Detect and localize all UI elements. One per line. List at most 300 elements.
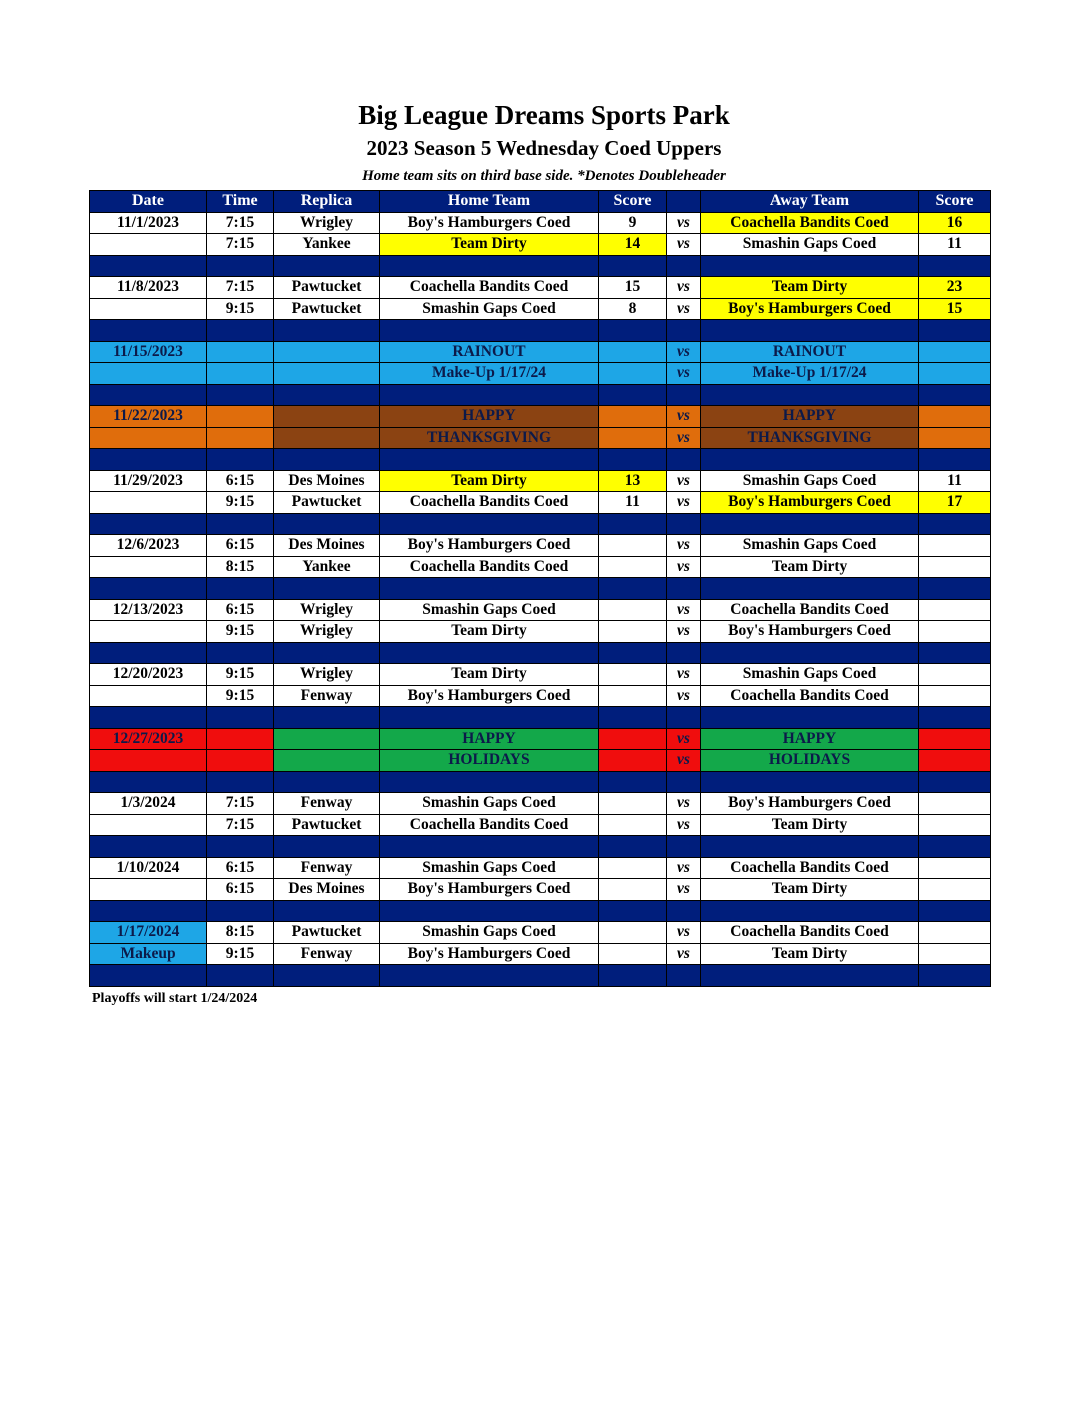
home-team-cell: Smashin Gaps Coed bbox=[380, 793, 599, 815]
away-score-cell: 23 bbox=[919, 277, 991, 299]
replica-cell bbox=[274, 750, 380, 772]
date-cell: Makeup bbox=[90, 943, 207, 965]
separator-cell bbox=[599, 836, 667, 858]
vs-cell: vs bbox=[667, 277, 701, 299]
vs-cell: vs bbox=[667, 406, 701, 428]
vs-cell: vs bbox=[667, 922, 701, 944]
time-cell: 9:15 bbox=[207, 621, 274, 643]
vs-cell: vs bbox=[667, 814, 701, 836]
date-cell bbox=[90, 814, 207, 836]
separator-cell bbox=[207, 578, 274, 600]
separator-cell bbox=[599, 707, 667, 729]
away-score-cell bbox=[919, 599, 991, 621]
separator-row bbox=[90, 707, 991, 729]
separator-cell bbox=[667, 449, 701, 471]
home-score-cell: 14 bbox=[599, 234, 667, 256]
away-team-cell: Boy's Hamburgers Coed bbox=[701, 492, 919, 514]
game-row bbox=[90, 535, 991, 557]
header-vs bbox=[667, 191, 701, 213]
separator-row bbox=[90, 900, 991, 922]
game-row bbox=[90, 406, 991, 428]
replica-cell bbox=[274, 341, 380, 363]
vs-cell: vs bbox=[667, 212, 701, 234]
date-cell bbox=[90, 298, 207, 320]
vs-cell: vs bbox=[667, 298, 701, 320]
separator-row bbox=[90, 771, 991, 793]
separator-cell bbox=[919, 384, 991, 406]
away-score-cell bbox=[919, 427, 991, 449]
header-replica: Replica bbox=[274, 191, 380, 213]
home-score-cell bbox=[599, 879, 667, 901]
separator-cell bbox=[919, 771, 991, 793]
separator-cell bbox=[701, 900, 919, 922]
separator-cell bbox=[380, 771, 599, 793]
separator-cell bbox=[667, 836, 701, 858]
time-cell bbox=[207, 427, 274, 449]
game-row bbox=[90, 277, 991, 299]
page-subtitle: 2023 Season 5 Wednesday Coed Uppers bbox=[366, 136, 722, 160]
home-team-cell: Make-Up 1/17/24 bbox=[380, 363, 599, 385]
separator-cell bbox=[599, 771, 667, 793]
replica-cell: Yankee bbox=[274, 234, 380, 256]
separator-cell bbox=[274, 578, 380, 600]
away-score-cell: 16 bbox=[919, 212, 991, 234]
home-team-cell: HAPPY bbox=[380, 406, 599, 428]
away-score-cell bbox=[919, 556, 991, 578]
home-score-cell bbox=[599, 535, 667, 557]
home-score-cell bbox=[599, 943, 667, 965]
separator-cell bbox=[667, 771, 701, 793]
home-team-cell: Boy's Hamburgers Coed bbox=[380, 879, 599, 901]
time-cell: 7:15 bbox=[207, 793, 274, 815]
separator-cell bbox=[274, 642, 380, 664]
date-cell bbox=[90, 363, 207, 385]
separator-cell bbox=[599, 320, 667, 342]
time-cell: 9:15 bbox=[207, 664, 274, 686]
separator-cell bbox=[207, 771, 274, 793]
game-row bbox=[90, 685, 991, 707]
home-score-cell: 11 bbox=[599, 492, 667, 514]
separator-cell bbox=[701, 965, 919, 987]
time-cell bbox=[207, 341, 274, 363]
schedule-body bbox=[90, 191, 991, 987]
home-team-cell: Smashin Gaps Coed bbox=[380, 922, 599, 944]
separator-cell bbox=[701, 707, 919, 729]
away-score-cell: 15 bbox=[919, 298, 991, 320]
vs-cell: vs bbox=[667, 363, 701, 385]
away-team-cell: Smashin Gaps Coed bbox=[701, 535, 919, 557]
separator-row bbox=[90, 642, 991, 664]
home-team-cell: Boy's Hamburgers Coed bbox=[380, 212, 599, 234]
date-cell: 12/6/2023 bbox=[90, 535, 207, 557]
separator-cell bbox=[701, 320, 919, 342]
away-score-cell: 11 bbox=[919, 234, 991, 256]
replica-cell: Pawtucket bbox=[274, 922, 380, 944]
separator-cell bbox=[919, 578, 991, 600]
home-score-cell bbox=[599, 750, 667, 772]
separator-cell bbox=[599, 578, 667, 600]
replica-cell: Des Moines bbox=[274, 470, 380, 492]
date-cell: 12/13/2023 bbox=[90, 599, 207, 621]
game-row bbox=[90, 922, 991, 944]
replica-cell bbox=[274, 728, 380, 750]
separator-cell bbox=[380, 707, 599, 729]
separator-cell bbox=[90, 642, 207, 664]
date-cell bbox=[90, 750, 207, 772]
away-team-cell: Team Dirty bbox=[701, 814, 919, 836]
away-team-cell: Coachella Bandits Coed bbox=[701, 599, 919, 621]
vs-cell: vs bbox=[667, 599, 701, 621]
separator-cell bbox=[701, 578, 919, 600]
separator-cell bbox=[380, 449, 599, 471]
away-team-cell: Coachella Bandits Coed bbox=[701, 212, 919, 234]
separator-row bbox=[90, 320, 991, 342]
away-team-cell: Boy's Hamburgers Coed bbox=[701, 793, 919, 815]
vs-cell: vs bbox=[667, 943, 701, 965]
away-score-cell bbox=[919, 685, 991, 707]
separator-cell bbox=[380, 320, 599, 342]
vs-cell: vs bbox=[667, 728, 701, 750]
separator-cell bbox=[380, 255, 599, 277]
date-cell bbox=[90, 685, 207, 707]
vs-cell: vs bbox=[667, 341, 701, 363]
vs-cell: vs bbox=[667, 685, 701, 707]
home-team-cell: HAPPY bbox=[380, 728, 599, 750]
separator-cell bbox=[919, 449, 991, 471]
separator-cell bbox=[599, 900, 667, 922]
header-home-team: Home Team bbox=[380, 191, 599, 213]
game-row bbox=[90, 857, 991, 879]
separator-row bbox=[90, 449, 991, 471]
header-away-team: Away Team bbox=[701, 191, 919, 213]
separator-cell bbox=[599, 642, 667, 664]
date-cell bbox=[90, 427, 207, 449]
game-row bbox=[90, 234, 991, 256]
page-title: Big League Dreams Sports Park bbox=[358, 100, 730, 130]
home-score-cell bbox=[599, 427, 667, 449]
separator-cell bbox=[701, 836, 919, 858]
separator-cell bbox=[207, 513, 274, 535]
header-away-score: Score bbox=[919, 191, 991, 213]
separator-row bbox=[90, 384, 991, 406]
vs-cell: vs bbox=[667, 470, 701, 492]
home-score-cell: 15 bbox=[599, 277, 667, 299]
time-cell: 8:15 bbox=[207, 922, 274, 944]
home-team-cell: Team Dirty bbox=[380, 664, 599, 686]
away-team-cell: HAPPY bbox=[701, 406, 919, 428]
away-team-cell: Team Dirty bbox=[701, 943, 919, 965]
date-cell bbox=[90, 621, 207, 643]
separator-cell bbox=[207, 900, 274, 922]
date-cell bbox=[90, 492, 207, 514]
separator-cell bbox=[919, 900, 991, 922]
separator-cell bbox=[207, 965, 274, 987]
time-cell: 6:15 bbox=[207, 535, 274, 557]
separator-cell bbox=[90, 449, 207, 471]
home-team-cell: Team Dirty bbox=[380, 470, 599, 492]
away-score-cell: 17 bbox=[919, 492, 991, 514]
separator-cell bbox=[90, 836, 207, 858]
game-row bbox=[90, 470, 991, 492]
away-team-cell: Coachella Bandits Coed bbox=[701, 685, 919, 707]
game-row bbox=[90, 728, 991, 750]
away-team-cell: Team Dirty bbox=[701, 879, 919, 901]
vs-cell: vs bbox=[667, 857, 701, 879]
separator-cell bbox=[90, 384, 207, 406]
date-cell: 1/3/2024 bbox=[90, 793, 207, 815]
separator-cell bbox=[207, 384, 274, 406]
home-score-cell bbox=[599, 793, 667, 815]
replica-cell: Des Moines bbox=[274, 879, 380, 901]
replica-cell bbox=[274, 406, 380, 428]
separator-cell bbox=[919, 836, 991, 858]
away-score-cell bbox=[919, 621, 991, 643]
home-score-cell bbox=[599, 599, 667, 621]
away-team-cell: THANKSGIVING bbox=[701, 427, 919, 449]
home-score-cell bbox=[599, 857, 667, 879]
date-cell: 11/22/2023 bbox=[90, 406, 207, 428]
separator-cell bbox=[207, 255, 274, 277]
date-cell: 1/10/2024 bbox=[90, 857, 207, 879]
home-team-cell: Coachella Bandits Coed bbox=[380, 556, 599, 578]
time-cell: 9:15 bbox=[207, 685, 274, 707]
home-score-cell bbox=[599, 664, 667, 686]
game-row bbox=[90, 621, 991, 643]
vs-cell: vs bbox=[667, 492, 701, 514]
home-team-cell: Boy's Hamburgers Coed bbox=[380, 943, 599, 965]
separator-row bbox=[90, 255, 991, 277]
home-score-cell bbox=[599, 406, 667, 428]
replica-cell: Pawtucket bbox=[274, 298, 380, 320]
home-score-cell bbox=[599, 621, 667, 643]
game-row bbox=[90, 298, 991, 320]
schedule-table bbox=[89, 190, 991, 987]
date-cell: 11/29/2023 bbox=[90, 470, 207, 492]
replica-cell: Fenway bbox=[274, 793, 380, 815]
separator-row bbox=[90, 513, 991, 535]
home-score-cell bbox=[599, 556, 667, 578]
separator-cell bbox=[919, 965, 991, 987]
separator-cell bbox=[599, 255, 667, 277]
separator-cell bbox=[207, 707, 274, 729]
schedule-note: Home team sits on third base side. *Denotes Doubleheader bbox=[362, 168, 726, 184]
time-cell: 6:15 bbox=[207, 857, 274, 879]
away-score-cell bbox=[919, 943, 991, 965]
date-cell bbox=[90, 879, 207, 901]
game-row bbox=[90, 427, 991, 449]
time-cell: 6:15 bbox=[207, 470, 274, 492]
time-cell: 9:15 bbox=[207, 298, 274, 320]
home-score-cell bbox=[599, 363, 667, 385]
separator-cell bbox=[274, 255, 380, 277]
separator-cell bbox=[274, 900, 380, 922]
away-team-cell: HAPPY bbox=[701, 728, 919, 750]
replica-cell: Des Moines bbox=[274, 535, 380, 557]
time-cell: 9:15 bbox=[207, 492, 274, 514]
away-score-cell bbox=[919, 793, 991, 815]
replica-cell: Pawtucket bbox=[274, 814, 380, 836]
separator-cell bbox=[274, 836, 380, 858]
away-team-cell: RAINOUT bbox=[701, 341, 919, 363]
separator-cell bbox=[599, 965, 667, 987]
away-team-cell: Smashin Gaps Coed bbox=[701, 470, 919, 492]
date-cell: 12/20/2023 bbox=[90, 664, 207, 686]
date-cell: 11/1/2023 bbox=[90, 212, 207, 234]
time-cell bbox=[207, 406, 274, 428]
time-cell: 7:15 bbox=[207, 212, 274, 234]
date-cell bbox=[90, 556, 207, 578]
separator-cell bbox=[599, 384, 667, 406]
separator-cell bbox=[701, 255, 919, 277]
separator-cell bbox=[599, 513, 667, 535]
separator-cell bbox=[919, 513, 991, 535]
game-row bbox=[90, 363, 991, 385]
separator-cell bbox=[380, 578, 599, 600]
separator-cell bbox=[90, 320, 207, 342]
header-time: Time bbox=[207, 191, 274, 213]
away-team-cell: Smashin Gaps Coed bbox=[701, 234, 919, 256]
separator-cell bbox=[380, 642, 599, 664]
home-score-cell bbox=[599, 341, 667, 363]
separator-cell bbox=[701, 513, 919, 535]
replica-cell: Wrigley bbox=[274, 664, 380, 686]
separator-cell bbox=[380, 965, 599, 987]
game-row bbox=[90, 212, 991, 234]
date-cell: 1/17/2024 bbox=[90, 922, 207, 944]
away-score-cell bbox=[919, 922, 991, 944]
away-score-cell: 11 bbox=[919, 470, 991, 492]
game-row bbox=[90, 814, 991, 836]
home-team-cell: Coachella Bandits Coed bbox=[380, 277, 599, 299]
vs-cell: vs bbox=[667, 621, 701, 643]
separator-cell bbox=[90, 900, 207, 922]
replica-cell: Wrigley bbox=[274, 212, 380, 234]
game-row bbox=[90, 341, 991, 363]
separator-cell bbox=[667, 384, 701, 406]
separator-cell bbox=[667, 707, 701, 729]
away-team-cell: Coachella Bandits Coed bbox=[701, 922, 919, 944]
separator-cell bbox=[599, 449, 667, 471]
separator-cell bbox=[90, 707, 207, 729]
vs-cell: vs bbox=[667, 427, 701, 449]
away-team-cell: Team Dirty bbox=[701, 277, 919, 299]
time-cell bbox=[207, 750, 274, 772]
home-team-cell: Smashin Gaps Coed bbox=[380, 857, 599, 879]
home-team-cell: Coachella Bandits Coed bbox=[380, 814, 599, 836]
home-team-cell: Boy's Hamburgers Coed bbox=[380, 685, 599, 707]
away-team-cell: Boy's Hamburgers Coed bbox=[701, 621, 919, 643]
separator-cell bbox=[274, 771, 380, 793]
separator-cell bbox=[667, 965, 701, 987]
away-score-cell bbox=[919, 857, 991, 879]
vs-cell: vs bbox=[667, 556, 701, 578]
home-team-cell: Smashin Gaps Coed bbox=[380, 298, 599, 320]
separator-cell bbox=[274, 384, 380, 406]
game-row bbox=[90, 793, 991, 815]
separator-cell bbox=[380, 513, 599, 535]
away-team-cell: Make-Up 1/17/24 bbox=[701, 363, 919, 385]
separator-cell bbox=[274, 320, 380, 342]
separator-cell bbox=[207, 449, 274, 471]
vs-cell: vs bbox=[667, 664, 701, 686]
separator-cell bbox=[919, 255, 991, 277]
header-home-score: Score bbox=[599, 191, 667, 213]
separator-cell bbox=[667, 900, 701, 922]
away-team-cell: HOLIDAYS bbox=[701, 750, 919, 772]
vs-cell: vs bbox=[667, 750, 701, 772]
date-cell: 11/15/2023 bbox=[90, 341, 207, 363]
replica-cell bbox=[274, 427, 380, 449]
separator-cell bbox=[701, 449, 919, 471]
home-score-cell bbox=[599, 685, 667, 707]
away-team-cell: Boy's Hamburgers Coed bbox=[701, 298, 919, 320]
separator-cell bbox=[667, 642, 701, 664]
home-team-cell: HOLIDAYS bbox=[380, 750, 599, 772]
separator-cell bbox=[919, 320, 991, 342]
date-cell bbox=[90, 234, 207, 256]
separator-cell bbox=[667, 320, 701, 342]
separator-row bbox=[90, 965, 991, 987]
separator-cell bbox=[701, 384, 919, 406]
separator-row bbox=[90, 578, 991, 600]
time-cell bbox=[207, 363, 274, 385]
time-cell: 6:15 bbox=[207, 599, 274, 621]
home-score-cell bbox=[599, 814, 667, 836]
replica-cell: Yankee bbox=[274, 556, 380, 578]
header-date: Date bbox=[90, 191, 207, 213]
replica-cell: Wrigley bbox=[274, 599, 380, 621]
separator-cell bbox=[90, 771, 207, 793]
separator-cell bbox=[90, 965, 207, 987]
separator-cell bbox=[701, 771, 919, 793]
home-score-cell: 9 bbox=[599, 212, 667, 234]
vs-cell: vs bbox=[667, 535, 701, 557]
replica-cell bbox=[274, 363, 380, 385]
away-score-cell bbox=[919, 535, 991, 557]
separator-cell bbox=[919, 707, 991, 729]
replica-cell: Pawtucket bbox=[274, 277, 380, 299]
home-team-cell: Boy's Hamburgers Coed bbox=[380, 535, 599, 557]
separator-cell bbox=[701, 642, 919, 664]
separator-cell bbox=[90, 513, 207, 535]
home-team-cell: THANKSGIVING bbox=[380, 427, 599, 449]
game-row bbox=[90, 943, 991, 965]
separator-cell bbox=[380, 836, 599, 858]
header-row bbox=[90, 191, 991, 213]
time-cell: 6:15 bbox=[207, 879, 274, 901]
replica-cell: Fenway bbox=[274, 857, 380, 879]
date-cell: 11/8/2023 bbox=[90, 277, 207, 299]
time-cell: 7:15 bbox=[207, 277, 274, 299]
separator-cell bbox=[380, 384, 599, 406]
separator-cell bbox=[90, 578, 207, 600]
away-score-cell bbox=[919, 728, 991, 750]
date-cell: 12/27/2023 bbox=[90, 728, 207, 750]
away-score-cell bbox=[919, 814, 991, 836]
home-team-cell: RAINOUT bbox=[380, 341, 599, 363]
separator-cell bbox=[274, 513, 380, 535]
time-cell: 7:15 bbox=[207, 814, 274, 836]
away-score-cell bbox=[919, 363, 991, 385]
replica-cell: Pawtucket bbox=[274, 492, 380, 514]
separator-cell bbox=[380, 900, 599, 922]
replica-cell: Fenway bbox=[274, 685, 380, 707]
separator-cell bbox=[274, 965, 380, 987]
game-row bbox=[90, 664, 991, 686]
separator-cell bbox=[667, 513, 701, 535]
game-row bbox=[90, 492, 991, 514]
separator-cell bbox=[207, 642, 274, 664]
